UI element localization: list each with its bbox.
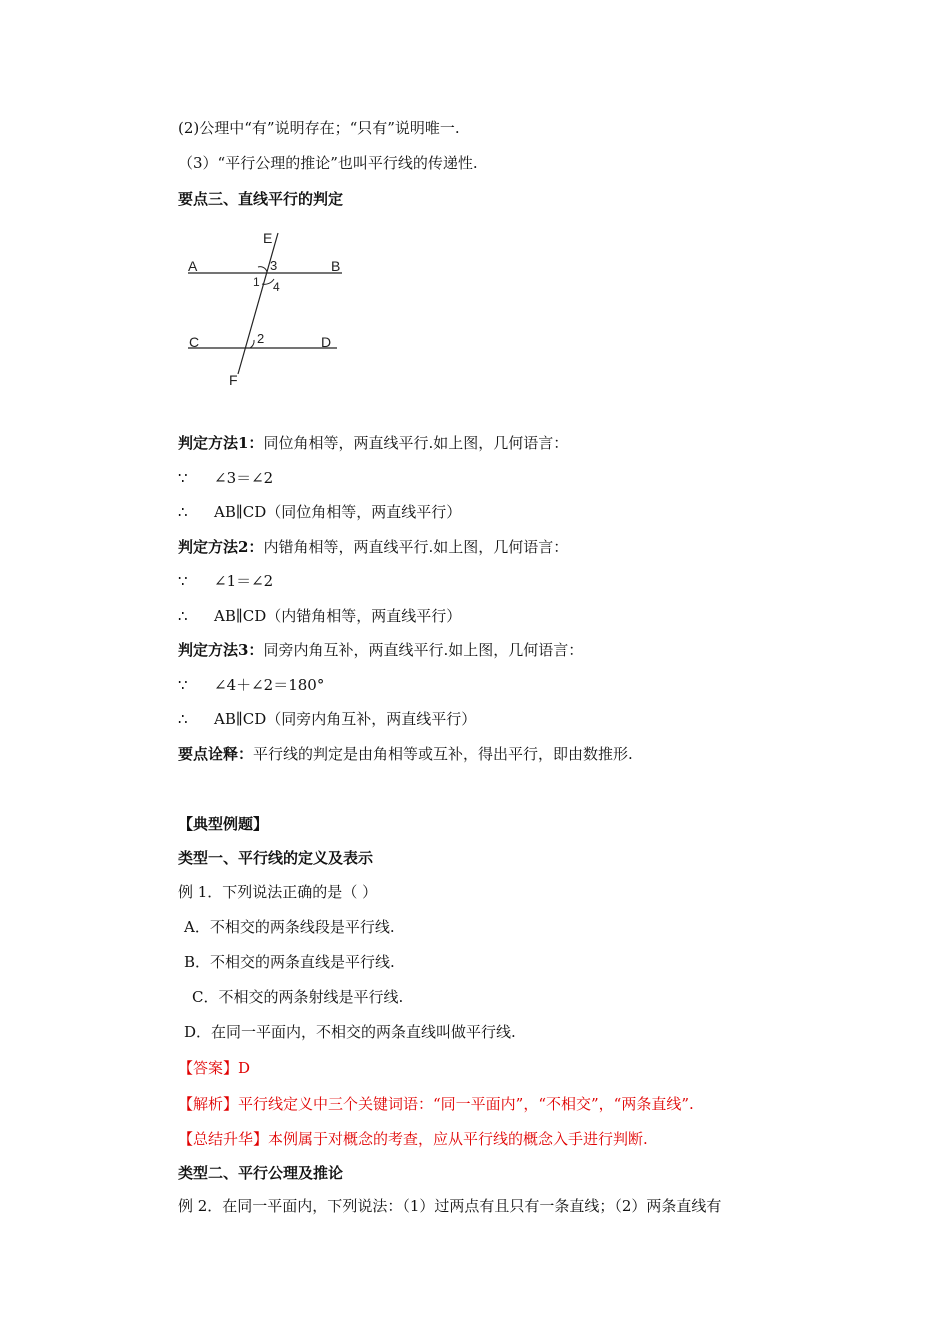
method2-label: 判定方法2： [178,538,264,556]
method2-therefore-text: AB∥CD（内错角相等，两直线平行） [214,607,462,625]
example1-question: 例 1．下列说法正确的是（ ） [178,883,378,901]
example1-analysis: 【解析】平行线定义中三个关键词语：“同一平面内”，“不相交”，“两条直线”. [178,1095,694,1113]
method3-therefore [178,709,476,729]
example1-summary: 【总结升华】本例属于对概念的考查，应从平行线的概念入手进行判断. [178,1130,648,1148]
method3-therefore-text: AB∥CD（同旁内角互补，两直线平行） [214,710,477,728]
method1-text: 同位角相等，两直线平行.如上图，几何语言： [263,434,569,452]
label-d: D [321,334,332,350]
method2-because [178,571,273,591]
parallel-lines-figure [178,227,348,392]
method1-therefore [178,502,461,522]
label-f: F [229,372,238,388]
angle-2-arc [250,340,254,348]
therefore-symbol: ∴ [178,503,188,521]
method1-line [178,433,568,453]
line-ef [238,233,278,374]
examples-heading: 【典型例题】 [178,815,269,833]
because-symbol: ∵ [178,572,188,590]
explanation-line [178,744,633,764]
angle-3-arc [258,267,267,272]
explanation-label: 要点诠释： [178,745,254,763]
example2-question: 例 2．在同一平面内，下列说法：（1）过两点有且只有一条直线；（2）两条直线有 [178,1197,722,1215]
method3-line [178,640,583,660]
type2-heading: 类型二、平行公理及推论 [178,1164,344,1182]
explanation-text: 平行线的判定是由角相等或互补，得出平行，即由数推形. [253,745,633,763]
label-angle-3: 3 [270,258,278,273]
method2-because-text: ∠1＝∠2 [214,572,274,590]
example1-option-d: D．在同一平面内，不相交的两条直线叫做平行线. [184,1023,516,1041]
label-angle-1: 1 [253,275,260,289]
method2-therefore [178,606,461,626]
label-b: B [331,258,341,274]
label-a: A [188,258,198,274]
type1-heading: 类型一、平行线的定义及表示 [178,849,374,867]
section3-heading: 要点三、直线平行的判定 [178,190,344,208]
because-symbol: ∵ [178,469,188,487]
method1-because-text: ∠3＝∠2 [214,469,274,487]
label-angle-4: 4 [273,280,280,294]
method3-because-text: ∠4＋∠2＝180° [214,676,325,694]
method3-because [178,675,324,695]
method2-line [178,537,568,557]
note-3: （3）“平行公理的推论”也叫平行线的传递性. [178,154,478,172]
therefore-symbol: ∴ [178,710,188,728]
example1-answer: 【答案】D [178,1059,251,1077]
note-2: (2)公理中“有”说明存在；“只有”说明唯一. [178,119,460,137]
method1-because [178,468,273,488]
method1-label: 判定方法1： [178,434,264,452]
label-c: C [189,334,200,350]
example1-option-c: C．不相交的两条射线是平行线. [192,988,404,1006]
method3-text: 同旁内角互补，两直线平行.如上图，几何语言： [263,641,584,659]
method2-text: 内错角相等，两直线平行.如上图，几何语言： [263,538,569,556]
example1-option-a: A．不相交的两条线段是平行线. [184,918,395,936]
label-angle-2: 2 [257,331,265,346]
method1-therefore-text: AB∥CD（同位角相等，两直线平行） [214,503,462,521]
because-symbol: ∵ [178,676,188,694]
example1-option-b: B．不相交的两条直线是平行线. [184,953,395,971]
method3-label: 判定方法3： [178,641,264,659]
therefore-symbol: ∴ [178,607,188,625]
label-e: E [263,230,273,246]
